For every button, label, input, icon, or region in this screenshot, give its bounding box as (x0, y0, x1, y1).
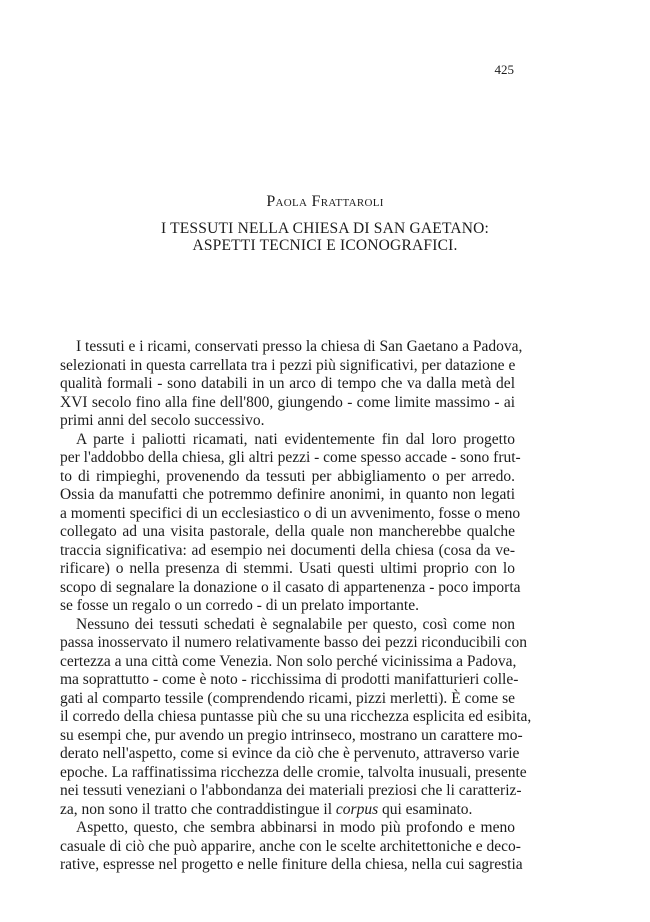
body-line-text: za, non sono il tratto che contraddistingue il (60, 800, 336, 818)
body-line: certezza a una città come Venezia. Non solo perché vicinissima a Padova, (60, 652, 517, 670)
author-name: Paola Frattaroli (266, 193, 384, 210)
body-line: Nessuno dei tessuti schedati è segnalabile per questo, così come non (76, 615, 515, 633)
body-line: collegato ad una visita pastorale, della quale non mancherebbe qualche (60, 523, 515, 540)
body-line: derato nell'aspetto, come si evince da ciò che è pervenuto, attraverso varie (60, 745, 520, 762)
title-line-1: I TESSUTI NELLA CHIESA DI SAN GAETANO: (160, 220, 490, 237)
body-line: ma soprattutto - come è noto - ricchissima di prodotti manifatturieri colle- (60, 671, 519, 688)
body-line: A parte i paliotti ricamati, nati evidentemente fin dal loro progetto (76, 430, 515, 448)
body-line: passa inosservato il numero relativamente basso dei pezzi riconducibili con (60, 634, 528, 651)
body-line: selezionati in questa carrellata tra i pezzi più significativi, per datazione e (60, 356, 516, 374)
body-line: rative, espresse nel progetto e nelle finiture della chiesa, nella cui sagrestia (60, 856, 523, 873)
body-line: to di rimpieghi, provenendo da tessuti per abbigliamento o per arredo. (60, 467, 515, 485)
corpus-italic: corpus (335, 800, 379, 818)
page-number: 425 (494, 62, 514, 77)
body-line: Aspetto, questo, che sembra abbinarsi in modo più profondo e meno (76, 819, 515, 836)
article-title (0, 220, 650, 254)
body-line: primi anni del secolo successivo. (60, 412, 265, 429)
body-line-corpus (60, 801, 515, 820)
body-line: nei tessuti veneziani o l'abbondanza dei materiali preziosi che li caratteriz- (60, 782, 522, 799)
body-line: rificare) o nella presenza di stemmi. Usati questi ultimi proprio con lo (60, 560, 515, 577)
body-line: scopo di segnalare la donazione o il casato di appartenenza - poco importa (60, 578, 521, 596)
body-line: a momenti specifici di un ecclesiastico o di un avvenimento, fosse o meno (60, 504, 521, 522)
body-line: gati al comparto tessile (comprendendo ricami, pizzi merletti). È come se (60, 689, 515, 707)
body-line: traccia significativa: ad esempio nei documenti della chiesa (cosa da ve- (60, 541, 515, 559)
body-line: XVI secolo fino alla fine dell'800, giungendo - come limite massimo - ai (60, 393, 515, 411)
body-line: casuale di ciò che può apparire, anche con le scelte architettoniche e deco- (60, 837, 521, 855)
body-line: il corredo della chiesa puntasse più che su una ricchezza esplicita ed esibita, (60, 708, 532, 725)
body-line: su esempi che, pur avendo un pregio intrinseco, mostrano un carattere mo- (60, 726, 523, 744)
body-line: epoche. La raffinatissima ricchezza delle cromie, talvolta inusuali, presente (60, 763, 527, 781)
body-line: se fosse un regalo o un corredo - di un prelato importante. (60, 597, 419, 614)
body-line: I tessuti e i ricami, conservati presso la chiesa di San Gaetano a Padova, (76, 338, 523, 355)
title-line-2: ASPETTI TECNICI E ICONOGRAFICI. (192, 237, 458, 254)
article-body (60, 338, 532, 875)
body-line: Ossia da manufatti che potremmo definire anonimi, in quanto non legati (60, 486, 515, 503)
body-line: per l'addobbo della chiesa, gli altri pezzi - come spesso accade - sono frut- (60, 449, 521, 466)
body-line: qualità formali - sono databili in un arco di tempo che va dalla metà del (60, 375, 515, 392)
body-line-tail: qui esaminato. (378, 800, 473, 818)
